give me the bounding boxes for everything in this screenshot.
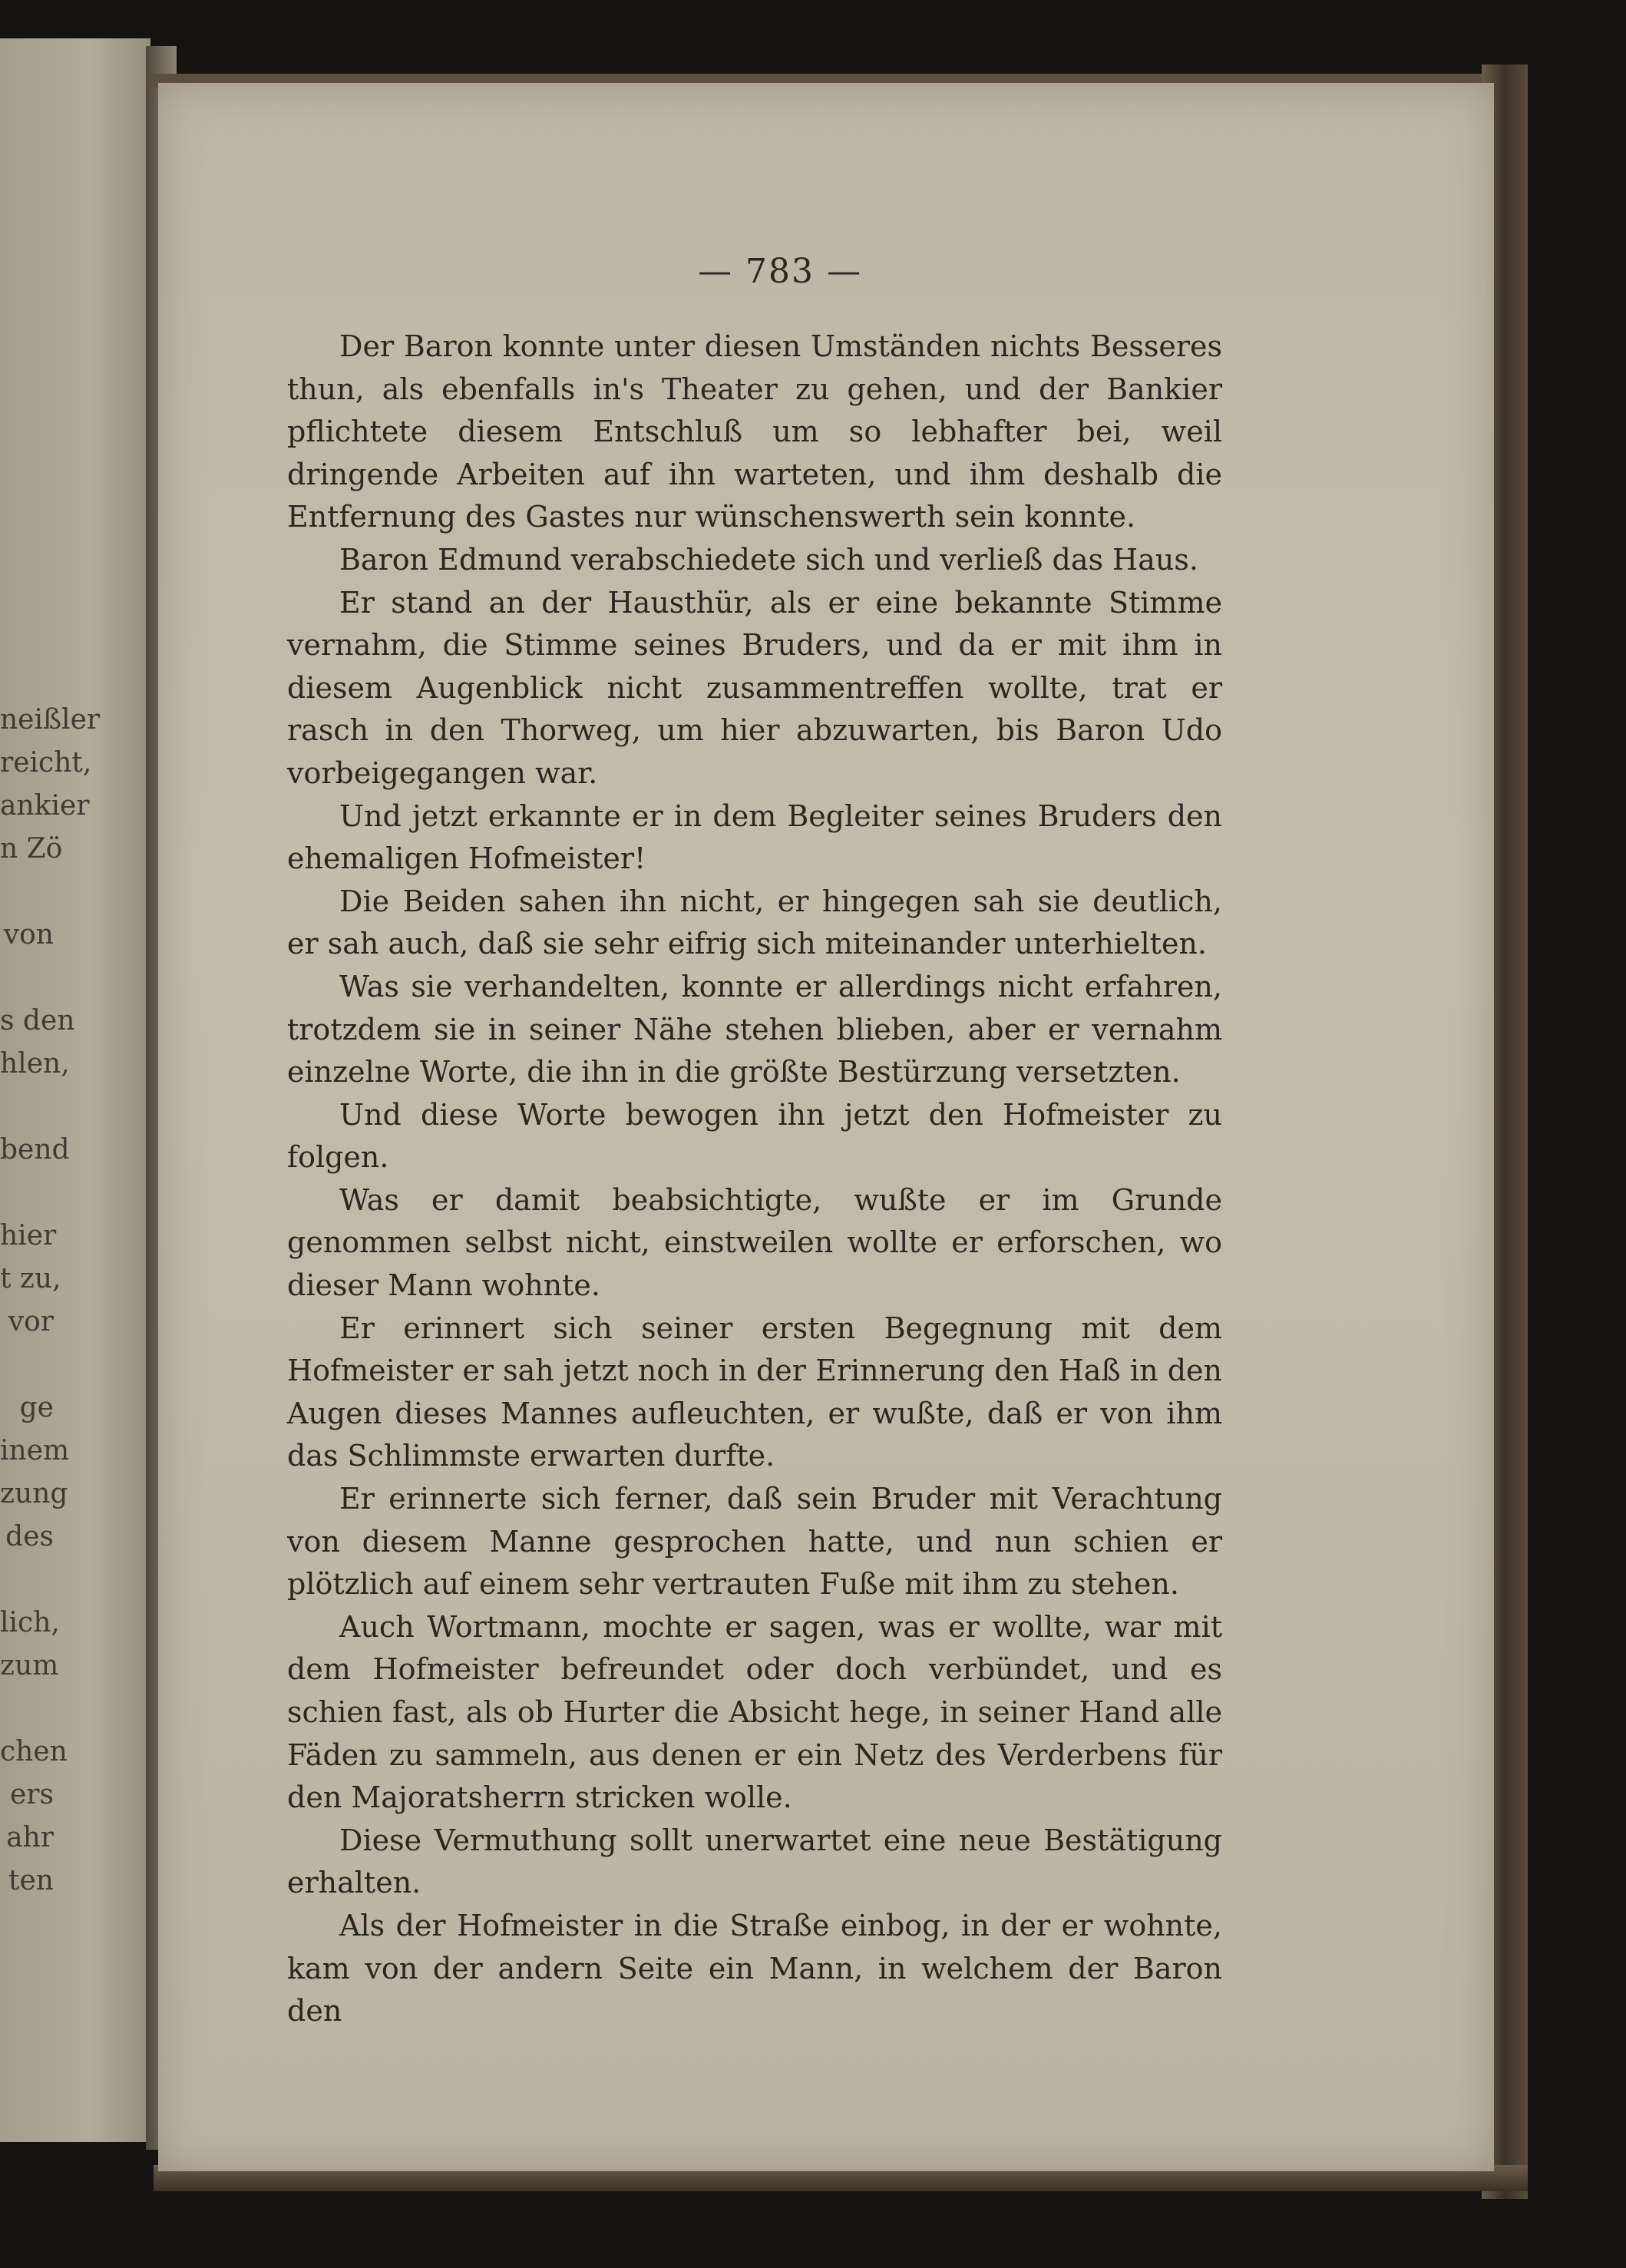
right-page <box>158 83 1494 2171</box>
paragraph: Auch Wortmann, mochte er sagen, was er wollte, war mit dem Hofmeister befreundet oder doch verbündet, und es schien fast, als ob Hurter die Absicht hege, in seiner Hand alle Fäden zu sammeln, aus denen er ein Netz des Verderbens für den Majoratsherrn stricken wolle. <box>287 1609 1222 1815</box>
paragraph: Was er damit beabsichtigte, wußte er im Grunde genommen selbst nicht, einstweilen wollte er erforschen, wo dieser Mann wohnte. <box>287 1182 1222 1303</box>
left-fragment <box>0 1688 54 1731</box>
left-fragment: hlen, <box>0 1048 70 1079</box>
paragraph: Der Baron konnte unter diesen Umständen nichts Besseres thun, als ebenfalls in's Theater zu gehen, und der Bankier pflichtete diesem Entschluß um so lebhafter bei, weil dringende Arbeiten auf ihn warteten, und ihm deshalb die Entfernung des Gastes nur wünschenswerth sein konnte. <box>287 329 1222 534</box>
left-fragment: vor <box>8 1306 54 1337</box>
left-fragment <box>0 1559 54 1602</box>
paragraph: Er stand an der Hausthür, als er eine bekannte Stimme vernahm, die Stimme seines Bruders, und da er mit ihm in diesem Augenblick nicht zusammentreffen wollte, trat er rasch in den Thorweg, um hier abzuwarten, bis Baron Udo vorbeigegangen war. <box>287 585 1222 790</box>
left-fragment: s den <box>0 1005 75 1036</box>
paragraph: Baron Edmund verabschiedete sich und verließ das Haus. <box>339 542 1198 577</box>
left-fragment: lich, <box>0 1607 60 1638</box>
paragraph: Was sie verhandelten, konnte er allerdings nicht erfahren, trotzdem sie in seiner Nähe stehen blieben, aber er vernahm einzelne Worte, die ihn in die größte Bestürzung versetzten. <box>287 969 1222 1089</box>
left-fragment: des <box>5 1521 54 1552</box>
left-fragment: bend <box>0 1134 70 1165</box>
left-fragment: t zu, <box>0 1263 61 1294</box>
left-fragment: von <box>3 919 54 951</box>
left-fragment <box>0 1086 54 1129</box>
left-fragment: chen <box>0 1736 68 1767</box>
left-fragment: hier <box>0 1220 57 1251</box>
paragraph: Die Beiden sahen ihn nicht, er hingegen sah sie deutlich, er sah auch, daß sie sehr eifrig sich miteinander unterhielten. <box>287 884 1222 961</box>
left-fragment: neißler <box>0 704 101 736</box>
left-fragment <box>0 1344 54 1387</box>
page-number: — 783 — <box>698 252 862 291</box>
paragraph: Und diese Worte bewogen ihn jetzt den Hofmeister zu folgen. <box>287 1097 1222 1175</box>
left-fragment: ankier <box>0 790 90 822</box>
left-fragment: zum <box>0 1650 59 1681</box>
left-page-text-fragments <box>0 699 101 1903</box>
left-fragment <box>0 957 54 1000</box>
left-fragment <box>0 871 54 914</box>
paragraph: Er erinnert sich seiner ersten Begegnung mit dem Hofmeister er sah jetzt noch in der Erinnerung den Haß in den Augen dieses Mannes aufleuchten, er wußte, daß er von ihm das Schlimmste erwarten durfte. <box>287 1311 1222 1473</box>
left-fragment: inem <box>0 1435 70 1466</box>
left-facing-page <box>0 38 150 2142</box>
paragraph: Diese Vermuthung sollt unerwartet eine neue Bestätigung erhalten. <box>287 1823 1222 1900</box>
left-fragment: zung <box>0 1478 68 1509</box>
paragraph: Und jetzt erkannte er in dem Begleiter seines Bruders den ehemaligen Hofmeister! <box>287 798 1222 876</box>
left-fragment: reicht, <box>0 747 92 779</box>
left-fragment: ge <box>19 1392 54 1423</box>
paragraph: Er erinnerte sich ferner, daß sein Bruder mit Verachtung von diesem Manne gesprochen hatte, und nun schien er plötzlich auf einem sehr vertrauten Fuße mit ihm zu stehen. <box>287 1482 1222 1602</box>
left-fragment: ers <box>10 1779 54 1810</box>
left-fragment: ten <box>8 1865 54 1896</box>
left-fragment: ahr <box>6 1822 54 1853</box>
left-fragment: n Zö <box>0 833 63 865</box>
left-fragment <box>0 1172 54 1215</box>
paragraph: Als der Hofmeister in die Straße einbog, in der er wohnte, kam von der andern Seite ein Mann, in welchem der Baron den <box>287 1908 1222 2028</box>
page-body-text <box>287 326 1222 2033</box>
